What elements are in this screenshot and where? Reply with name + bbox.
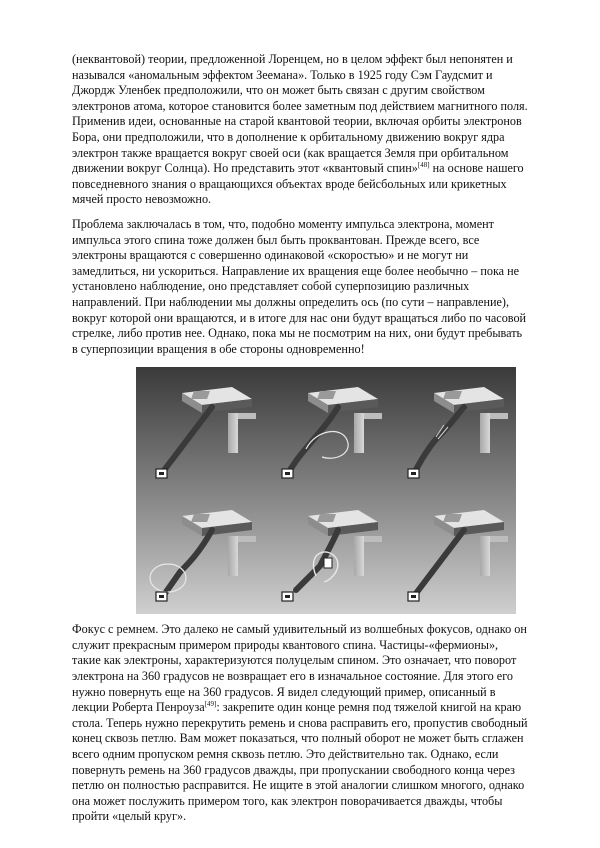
belt-trick-figure	[136, 367, 516, 614]
paragraph-1-text-a: (неквантовой) теории, предложенной Лоренцем, но в целом эффект был непонятен и называлcя «аномальным эффектом Зеемана». Только в 1925 году Сэм Гаудсмит и Джордж Уленбек предположили, что он может быть связан с другим свойством электронов атома, которое становится более заметным под действием магнитного поля. Применив идеи, основанные на старой квантовой теории, включая орбиты электронов Бора, они предположили, что в дополнение к орбитальному движению вокруг ядра электрон также вращается вокруг своей оси (как вращается Земля при орбитальном движении вокруг Солнца). Но представить этот «квантовый спин»	[72, 52, 528, 176]
table-post	[228, 536, 238, 576]
belt-buckle-slot	[159, 472, 164, 475]
table-post-arm	[238, 536, 256, 542]
table-post	[354, 536, 364, 576]
table-post-arm	[364, 536, 382, 542]
belt-buckle-slot	[159, 595, 164, 598]
table-post-arm	[490, 536, 508, 542]
book-label	[191, 391, 210, 399]
footnote-ref-48[interactable]: [48]	[417, 161, 430, 170]
belt-buckle-slot	[411, 595, 416, 598]
book-label	[443, 391, 462, 399]
table-post-arm	[364, 413, 382, 419]
footnote-ref-49[interactable]: [49]	[204, 700, 217, 709]
table-post	[354, 413, 364, 453]
paragraph-1	[72, 52, 528, 208]
caption-text-b: : закрепите один конце ремня под тяжелой книгой на краю стола. Теперь нужно перекрутить ремень и снова расправить его, пропустив свободный конец сквозь петлю. Вам может показаться, что полный оборот не может быть сглажен всего одним пропуском ремня сквозь петлю. Это действительно так. Однако, если повернуть ремень на 360 градусов дважды, при пропускании свободного конца через петлю он полностью расправится. Не ищите в этой аналогии слишком многого, однако она может послужить примером того, как электрон поворачивается дважды, чтобы пройти «целый круг».	[72, 700, 528, 824]
buckle-mid	[324, 558, 332, 568]
book-label	[191, 514, 210, 522]
belt-buckle-slot	[285, 472, 290, 475]
table-post-arm	[238, 413, 256, 419]
belt-buckle-slot	[285, 595, 290, 598]
paragraph-1-text-b: на основе нашего повседневного знания о вращающихся объектах вроде бейсбольных или крикетных мячей просто невозможно.	[72, 161, 524, 207]
belt-buckle-slot	[411, 472, 416, 475]
table-post	[228, 413, 238, 453]
caption-text-a: Фокус с ремнем. Это далеко не самый удивительный из волшебных фокусов, однако он служит прекрасным примером природы квантового спина. Частицы-«фермионы», такие как электроны, характеризуются полуцелым спином. Это означает, что поворот электрона на 360 градусов не возвращает его в изначальное состояние. Для этого его нужно повернуть еще на 360 градусов. Я видел следующий пример, описанный в лекции Роберта Пенроуза	[72, 622, 527, 715]
book-label	[317, 514, 336, 522]
paragraph-2-text: Проблема заключалась в том, что, подобно моменту импульса электрона, момент импульса этого спина тоже должен был быть проквантован. Прежде всего, все электроны вращаются с совершенно одинаковой «скоростью» и не могут ни замедлиться, ни ускориться. Направление их вращения еще более необычно – пока не установлено наблюдение, оно представляет собой суперпозицию различных направлений. При наблюдении мы должны определить ось (по сути – направление), вокруг которой они вращаются, и в итоге для нас они будут вращаться либо по часовой стрелке, либо против нее. Однако, пока мы не посмотрим на них, они будут пребывать в суперпозиции вращения в обе стороны одновременно!	[72, 216, 527, 356]
table-post	[480, 536, 490, 576]
paragraph-2	[72, 217, 528, 357]
book-label	[443, 514, 462, 522]
document-page	[72, 52, 528, 825]
caption-paragraph	[72, 622, 528, 825]
book-label	[317, 391, 336, 399]
table-post-arm	[490, 413, 508, 419]
table-post	[480, 413, 490, 453]
